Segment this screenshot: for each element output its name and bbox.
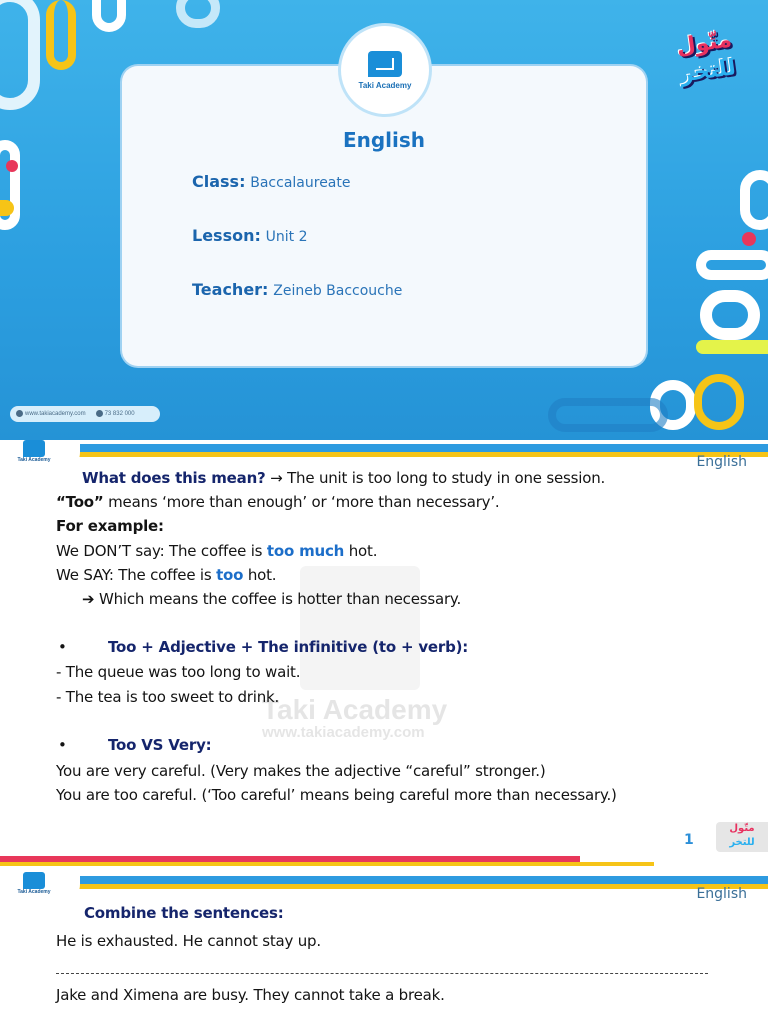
footer-brand-badge <box>716 822 768 852</box>
sticker-line-2: للتخر <box>678 55 738 88</box>
contact-bar <box>10 406 160 422</box>
very-example: You are very careful. (Very makes the adjective “careful” stronger.) <box>56 762 546 780</box>
logo-icon <box>368 51 402 77</box>
watermark-title: Taki Academy <box>262 694 448 725</box>
exercise-sentence: He is exhausted. He cannot stay up. <box>56 932 321 950</box>
decor-shape <box>694 374 744 430</box>
question-title: What does this mean? <box>82 469 266 487</box>
teacher-value: Zeineb Baccouche <box>273 283 403 299</box>
logo-icon <box>23 872 45 889</box>
website-text: www.takiacademy.com <box>25 411 86 418</box>
rule-too-infinitive: Too + Adjective + The infinitive (to + verb): <box>108 638 469 656</box>
example-text: hot. <box>243 566 277 584</box>
question-answer: → The unit is too long to study in one session. <box>270 469 606 487</box>
header-logo <box>16 872 52 895</box>
website-info <box>16 410 86 417</box>
logo-icon <box>23 440 45 457</box>
question-line <box>82 469 605 487</box>
logo-text: Taki Academy <box>17 457 51 463</box>
class-value: Baccalaureate <box>250 175 351 191</box>
bullet-icon: • <box>58 736 67 754</box>
decor-dot <box>742 232 756 246</box>
too-meaning: means ‘more than enough’ or ‘more than necessary’. <box>103 493 500 511</box>
decor-dot <box>6 160 18 172</box>
highlight-too-much: too much <box>266 542 345 560</box>
decor-shape <box>92 0 126 32</box>
exercise-title: Combine the sentences: <box>84 904 284 922</box>
sticker-line-1: متّول <box>674 27 734 60</box>
decor-shape <box>696 340 768 354</box>
teacher-info <box>192 280 402 299</box>
example-text: hot. <box>344 542 378 560</box>
watermark-book-icon <box>300 566 420 690</box>
phone-text: 73 832 000 <box>104 411 135 418</box>
phone-info <box>96 410 135 417</box>
lesson-label: Lesson: <box>192 226 261 245</box>
footer-bar-yellow <box>0 862 654 866</box>
too-definition <box>56 493 499 511</box>
header-logo <box>16 440 52 463</box>
explanation-line <box>82 590 461 608</box>
taki-academy-logo <box>341 26 429 114</box>
header-bar-blue <box>60 444 768 452</box>
decor-shape <box>0 140 20 230</box>
decor-shape <box>740 170 768 230</box>
teacher-label: Teacher: <box>192 280 269 299</box>
lesson-value: Unit 2 <box>265 229 308 245</box>
rule-too-vs-very: Too VS Very: <box>108 736 212 754</box>
example-text: We DON’T say: The coffee is <box>56 542 267 560</box>
logo-text: Taki Academy <box>358 80 412 90</box>
class-label: Class: <box>192 172 246 191</box>
example-dont-say <box>56 542 377 560</box>
cover-banner <box>0 0 768 440</box>
header-bar-yellow <box>75 452 768 457</box>
page-number: 1 <box>684 832 694 848</box>
explanation-text: Which means the coffee is hotter than necessary. <box>98 590 462 608</box>
logo-text: Taki Academy <box>17 889 51 895</box>
watermark-url: www.takiacademy.com <box>262 724 425 741</box>
too-word: “Too” <box>56 493 104 511</box>
highlight-too: too <box>216 566 244 584</box>
subject-title: English <box>342 128 426 152</box>
decor-shape <box>696 250 768 280</box>
page-header <box>0 872 768 908</box>
example-sentence: - The tea is too sweet to drink. <box>56 688 280 706</box>
bullet-icon: • <box>58 638 67 656</box>
page-subject: English <box>696 886 747 902</box>
badge-line-2: للتخر <box>729 837 755 848</box>
arrow-icon: ➔ <box>82 590 95 608</box>
answer-line[interactable] <box>56 973 708 974</box>
decor-shape <box>176 0 220 28</box>
header-bar-yellow <box>75 884 768 889</box>
phone-icon <box>96 410 103 417</box>
page-subject: English <box>696 454 747 470</box>
decor-shape <box>700 290 760 340</box>
brand-sticker <box>658 24 757 104</box>
exercise-sentence: Jake and Ximena are busy. They cannot take a break. <box>56 986 445 1004</box>
example-sentence: - The queue was too long to wait. <box>56 663 301 681</box>
class-info <box>192 172 351 191</box>
decor-shape <box>0 0 40 110</box>
badge-line-1: متّول <box>729 823 755 834</box>
example-say <box>56 566 276 584</box>
decor-shape <box>46 0 76 70</box>
example-text: We SAY: The coffee is <box>56 566 217 584</box>
globe-icon <box>16 410 23 417</box>
header-bar-blue <box>60 876 768 884</box>
too-example: You are too careful. (‘Too careful’ means being careful more than necessary.) <box>56 786 617 804</box>
lesson-info <box>192 226 308 245</box>
for-example-label: For example: <box>56 517 164 535</box>
decor-shape <box>548 398 668 432</box>
